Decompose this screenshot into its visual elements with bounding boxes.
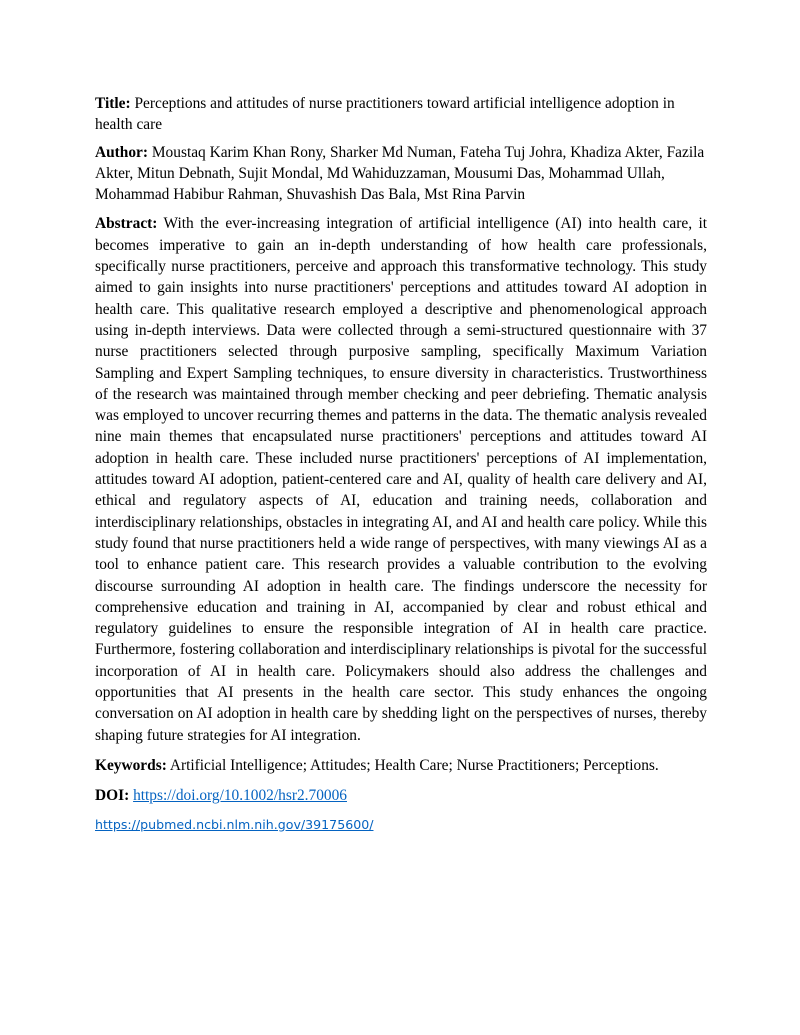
title-paragraph bbox=[95, 93, 707, 136]
pubmed-link[interactable]: https://pubmed.ncbi.nlm.nih.gov/39175600/ bbox=[95, 816, 374, 832]
abstract-text: With the ever-increasing integration of artificial intelligence (AI) into health care, it becomes imperative to gain an in-depth understanding of how health care professionals, specifically nurse practitioners, perceive and approach this transformative technology. This study aimed to gain insights into nurse practitioners' perceptions and attitudes toward AI adoption in health care. This qualitative research employed a descriptive and phenomenological approach using in-depth interviews. Data were collected through a semi-structured questionnaire with 37 nurse practitioners selected through purposive sampling, specifically Maximum Variation Sampling and Expert Sampling techniques, to ensure diversity in characteristics. Trustworthiness of the research was maintained through member checking and peer debriefing. Thematic analysis was employed to uncover recurring themes and patterns in the data. The thematic analysis revealed nine main themes that encapsulated nurse practitioners' perceptions and attitudes toward AI adoption in health care. These included nurse practitioners' perceptions of AI implementation, attitudes toward AI adoption, patient-centered care and AI, quality of health care delivery and AI, ethical and regulatory aspects of AI, education and training needs, collaboration and interdisciplinary relationships, obstacles in integrating AI, and AI and health care policy. While this study found that nurse practitioners held a wide range of perspectives, with many viewings AI as a tool to enhance patient care. This research provides a valuable contribution to the evolving discourse surrounding AI adoption in health care. The findings underscore the necessity for comprehensive education and training in AI, accompanied by clear and robust ethical and regulatory guidelines to ensure the responsible integration of AI in health care practice. Furthermore, fostering collaboration and interdisciplinary relationships is pivotal for the successful incorporation of AI in health care. Policymakers should also address the challenges and opportunities that AI presents in the health care sector. This study enhances the ongoing conversation on AI adoption in health care by shedding light on the perspectives of nurses, thereby shaping future strategies for AI integration. bbox=[95, 215, 707, 744]
keywords-text: Artificial Intelligence; Attitudes; Health Care; Nurse Practitioners; Perceptions. bbox=[169, 756, 659, 774]
document-page bbox=[95, 93, 707, 834]
author-text: Moustaq Karim Khan Rony, Sharker Md Numan, Fateha Tuj Johra, Khadiza Akter, Fazila Akter, Mitun Debnath, Sujit Mondal, Md Wahiduzzaman, Mousumi Das, Mohammad Ullah, Mohammad Habibur Rahman, Shuvashish Das Bala, Mst Rina Parvin bbox=[95, 143, 705, 204]
doi-link[interactable]: https://doi.org/10.1002/hsr2.70006 bbox=[133, 787, 347, 805]
pubmed-paragraph bbox=[95, 816, 707, 834]
author-label: Author: bbox=[95, 143, 149, 161]
author-paragraph bbox=[95, 142, 707, 206]
doi-paragraph bbox=[95, 785, 707, 806]
title-text: Perceptions and attitudes of nurse practitioners toward artificial intelligence adoption in health care bbox=[95, 95, 675, 134]
keywords-paragraph bbox=[95, 755, 707, 776]
keywords-label: Keywords: bbox=[95, 756, 167, 774]
abstract-paragraph bbox=[95, 213, 707, 745]
title-label: Title: bbox=[95, 95, 131, 112]
doi-label: DOI: bbox=[95, 787, 130, 805]
abstract-label: Abstract: bbox=[95, 215, 158, 233]
